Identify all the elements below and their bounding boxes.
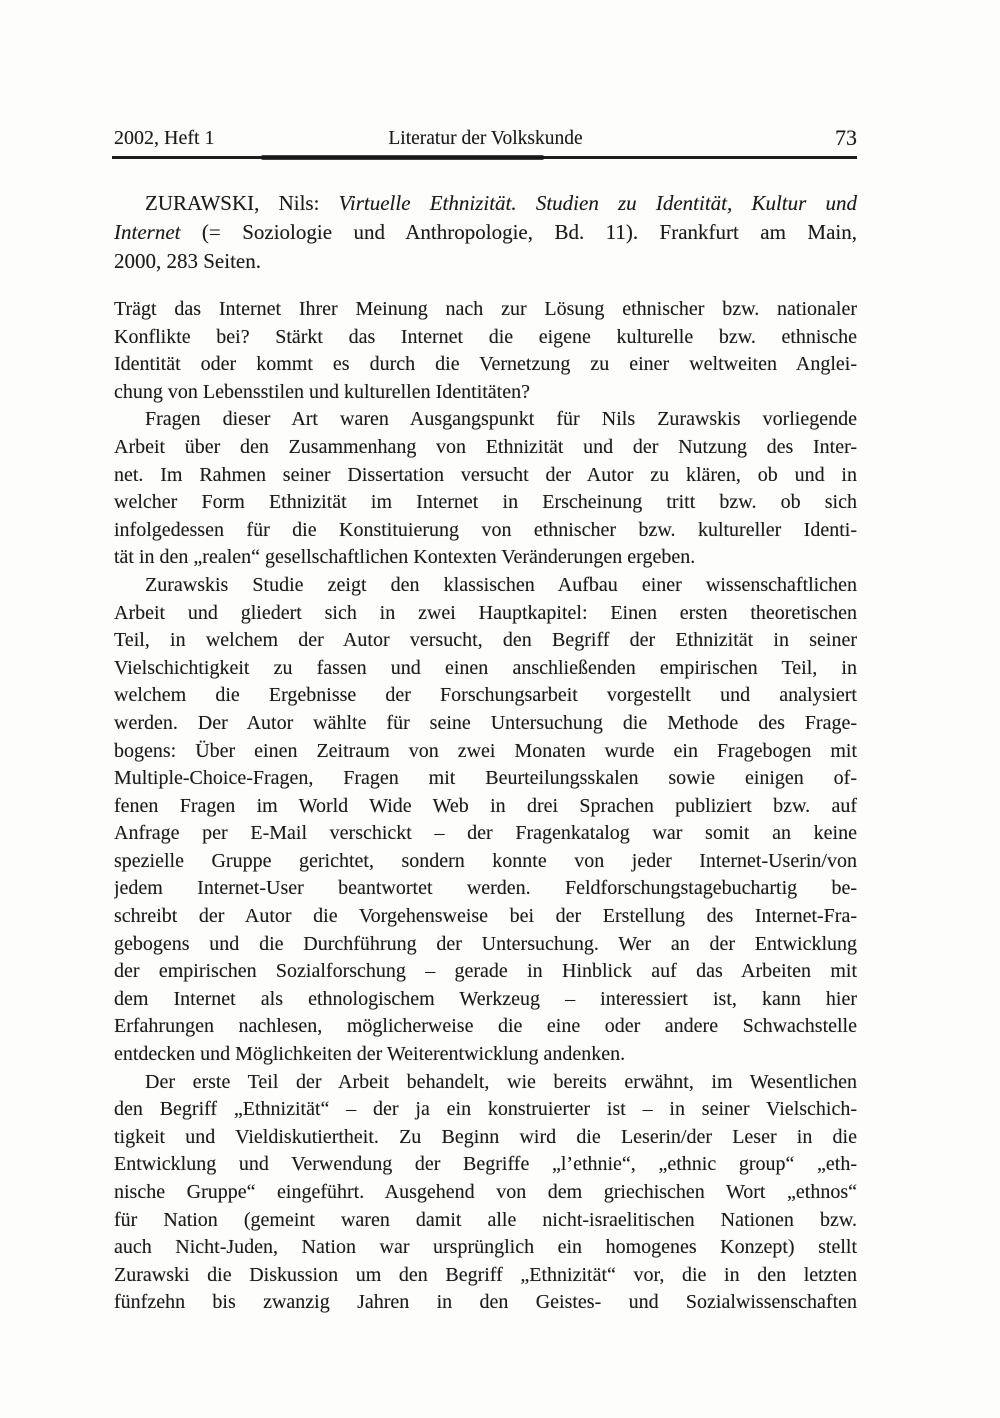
body-text-line: welchem die Ergebnisse der Forschungsarbeit vorgestellt und analysiert — [114, 684, 857, 707]
reference-text: ZURAWSKI, Nils: — [145, 191, 339, 215]
body-text-line: Arbeit über den Zusammenhang von Ethnizität und der Nutzung des Inter- — [114, 435, 857, 458]
body-text-line: Multiple-Choice-Fragen, Fragen mit Beurteilungsskalen sowie einigen of- — [114, 767, 857, 790]
body-text-line: Trägt das Internet Ihrer Meinung nach zur Lösung ethnischer bzw. nationaler — [114, 298, 857, 320]
review-body — [114, 296, 857, 1317]
header-rule — [112, 156, 857, 159]
header-page-number: 73 — [835, 125, 857, 150]
reference-text: (= Soziologie und Anthropologie, Bd. 11). Frankfurt am Main, — [180, 220, 857, 245]
reference-title-italic: Internet — [114, 220, 181, 245]
page-header — [114, 127, 857, 153]
header-issue: 2002, Heft 1 — [114, 127, 215, 149]
body-text-line: den Begriff „Ethnizität“ – der ja ein konstruierter ist – in seiner Vielschich- — [114, 1098, 857, 1121]
body-text-line: entdecken und Möglichkeiten der Weiterentwicklung andenken. — [114, 1043, 626, 1066]
body-text-line: spezielle Gruppe gerichtet, sondern konnte von jeder Internet-Userin/von — [114, 849, 857, 872]
body-text-line: bogens: Über einen Zeitraum von zwei Monaten wurde ein Fragebogen mit — [114, 739, 857, 762]
body-text-line: Teil, in welchem der Autor versucht, den Begriff der Ethnizität in seiner — [114, 629, 857, 652]
body-text-line: schreibt der Autor die Vorgehensweise bei der Erstellung des Internet-Fra- — [114, 905, 857, 928]
body-text-line: dem Internet als ethnologischem Werkzeug – interessiert ist, kann hier — [114, 987, 857, 1010]
body-text-line: tät in den „realen“ gesellschaftlichen Kontexten Veränderungen ergeben. — [114, 546, 696, 569]
header-journal-title: Literatur der Volkskunde — [388, 128, 583, 149]
body-text-line: Zurawski die Diskussion um den Begriff „Ethnizität“ vor, die in den letzten — [114, 1263, 857, 1286]
body-text-line: Vielschichtigkeit zu fassen und einen anschließenden empirischen Teil, in — [114, 656, 857, 679]
body-text-line: Konflikte bei? Stärkt das Internet die eigene kulturelle bzw. ethnische — [114, 325, 857, 348]
body-text-line: Fragen dieser Art waren Ausgangspunkt für Nils Zurawskis vorliegende — [145, 408, 857, 431]
reference-title-italic: Virtuelle Ethnizität. Studien zu Identität, Kultur und — [338, 191, 857, 215]
body-text-line: Entwicklung und Verwendung der Begriffe „l’ethnie“, „ethnic group“ „eth- — [114, 1153, 857, 1176]
body-text-line: Erfahrungen nachlesen, möglicherweise die eine oder andere Schwachstelle — [114, 1015, 857, 1038]
body-text-line: Zurawskis Studie zeigt den klassischen Aufbau einer wissenschaftlichen — [145, 573, 857, 596]
body-text-line: Anfrage per E-Mail verschickt – der Fragenkatalog war somit an keine — [114, 822, 857, 845]
reference-line — [114, 218, 857, 247]
body-text-line: auch Nicht-Juden, Nation war ursprünglich ein homogenes Konzept) stellt — [114, 1236, 857, 1259]
body-text-line: werden. Der Autor wählte für seine Untersuchung die Methode des Frage- — [114, 711, 857, 734]
reference-text: 2000, 283 Seiten. — [114, 249, 261, 274]
body-text-line: für Nation (gemeint waren damit alle nicht-israelitischen Nationen bzw. — [114, 1208, 857, 1231]
body-text-line: net. Im Rahmen seiner Dissertation versucht der Autor zu klären, ob und in — [114, 463, 857, 486]
body-text-line: tigkeit und Vieldiskutiertheit. Zu Beginn wird die Leserin/der Leser in die — [114, 1125, 857, 1148]
body-text-line: Arbeit und gliedert sich in zwei Hauptkapitel: Einen ersten theoretischen — [114, 601, 857, 624]
body-text-line: chung von Lebensstilen und kulturellen Identitäten? — [114, 380, 530, 403]
body-text-line: nische Gruppe“ eingeführt. Ausgehend von dem griechischen Wort „ethnos“ — [114, 1181, 857, 1203]
body-text-line: infolgedessen für die Konstituierung von ethnischer bzw. kultureller Identi- — [114, 518, 857, 541]
body-text-line: Identität oder kommt es durch die Vernetzung zu einer weltweiten Anglei- — [114, 353, 857, 376]
body-text-line: fünfzehn bis zwanzig Jahren in den Geistes- und Sozialwissenschaften — [114, 1291, 857, 1314]
body-text-line: jedem Internet-User beantwortet werden. Feldforschungstagebuchartig be- — [114, 877, 857, 900]
body-text-line: gebogens und die Durchführung der Untersuchung. Wer an der Entwicklung — [114, 932, 857, 955]
body-text-line: Der erste Teil der Arbeit behandelt, wie bereits erwähnt, im Wesentlichen — [145, 1070, 857, 1093]
reference-block — [114, 189, 857, 277]
body-text-line: welcher Form Ethnizität im Internet in Erscheinung tritt bzw. ob sich — [114, 491, 857, 514]
reference-line — [114, 189, 857, 218]
body-text-line: der empirischen Sozialforschung – gerade in Hinblick auf das Arbeiten mit — [114, 960, 857, 983]
body-text-line: fenen Fragen im World Wide Web in drei Sprachen publiziert bzw. auf — [114, 794, 857, 817]
reference-line — [114, 247, 857, 276]
